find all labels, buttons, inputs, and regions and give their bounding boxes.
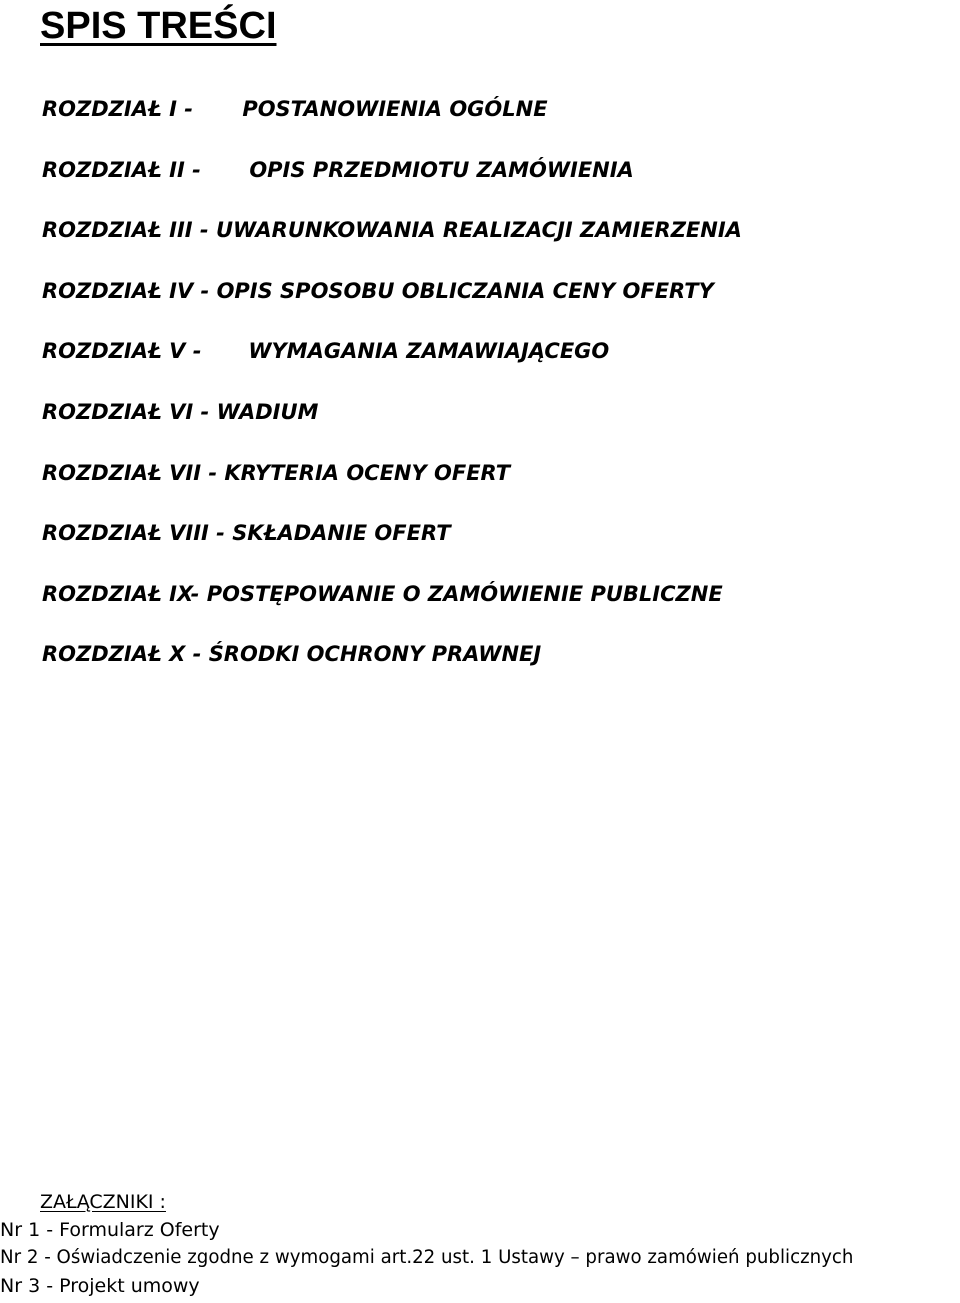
chapter-number: ROZDZIAŁ IX- [42,581,200,606]
chapter-number: ROZDZIAŁ III - [42,218,209,243]
toc-entry-chapter-9 [42,579,742,640]
attachment-item: Nr 2 - Oświadczenie zgodne z wymogami art.22 ust. 1 Ustawy – prawo zamówień publicznych [0,1247,854,1268]
toc-entry-chapter-2 [42,155,742,216]
chapter-number: ROZDZIAŁ V - [42,339,202,364]
chapter-number: ROZDZIAŁ II - [42,157,201,182]
chapter-title: KRYTERIA OCENY OFERT [224,460,511,485]
chapter-title: WADIUM [216,399,319,424]
chapter-title: POSTANOWIENIA OGÓLNE [242,97,548,121]
toc-entry-chapter-8 [42,518,742,579]
chapter-title: POSTĘPOWANIE O ZAMÓWIENIE PUBLICZNE [206,581,723,606]
chapter-number: ROZDZIAŁ X - [42,642,202,667]
chapter-title: SKŁADANIE OFERT [232,521,451,546]
chapter-number: ROZDZIAŁ VIII - [42,521,225,546]
chapter-number: ROZDZIAŁ VI - [42,399,210,424]
attachments-section [0,1188,853,1300]
chapter-title: OPIS SPOSOBU OBLICZANIA CENY OFERTY [216,278,714,303]
chapter-title: UWARUNKOWANIA REALIZACJI ZAMIERZENIA [215,218,742,243]
page-title: SPIS TREŚCI [40,5,277,47]
attachments-heading: ZAŁĄCZNIKI : [40,1191,166,1213]
chapter-title: WYMAGANIA ZAMAWIAJĄCEGO [248,339,610,364]
table-of-contents [42,94,742,700]
chapter-number: ROZDZIAŁ I - [42,97,193,121]
chapter-title: ŚRODKI OCHRONY PRAWNEJ [208,642,542,667]
toc-entry-chapter-1 [42,94,742,155]
toc-entry-chapter-10 [42,639,742,700]
attachment-item: Nr 3 - Projekt umowy [0,1275,200,1297]
toc-entry-chapter-4 [42,276,742,337]
toc-entry-chapter-5 [42,336,742,397]
toc-entry-chapter-7 [42,458,742,519]
chapter-number: ROZDZIAŁ VII - [42,460,218,485]
toc-entry-chapter-3 [42,215,742,276]
chapter-title: OPIS PRZEDMIOTU ZAMÓWIENIA [249,157,634,182]
attachment-item: Nr 1 - Formularz Oferty [0,1219,220,1241]
toc-entry-chapter-6 [42,397,742,458]
chapter-number: ROZDZIAŁ IV - [42,278,210,303]
